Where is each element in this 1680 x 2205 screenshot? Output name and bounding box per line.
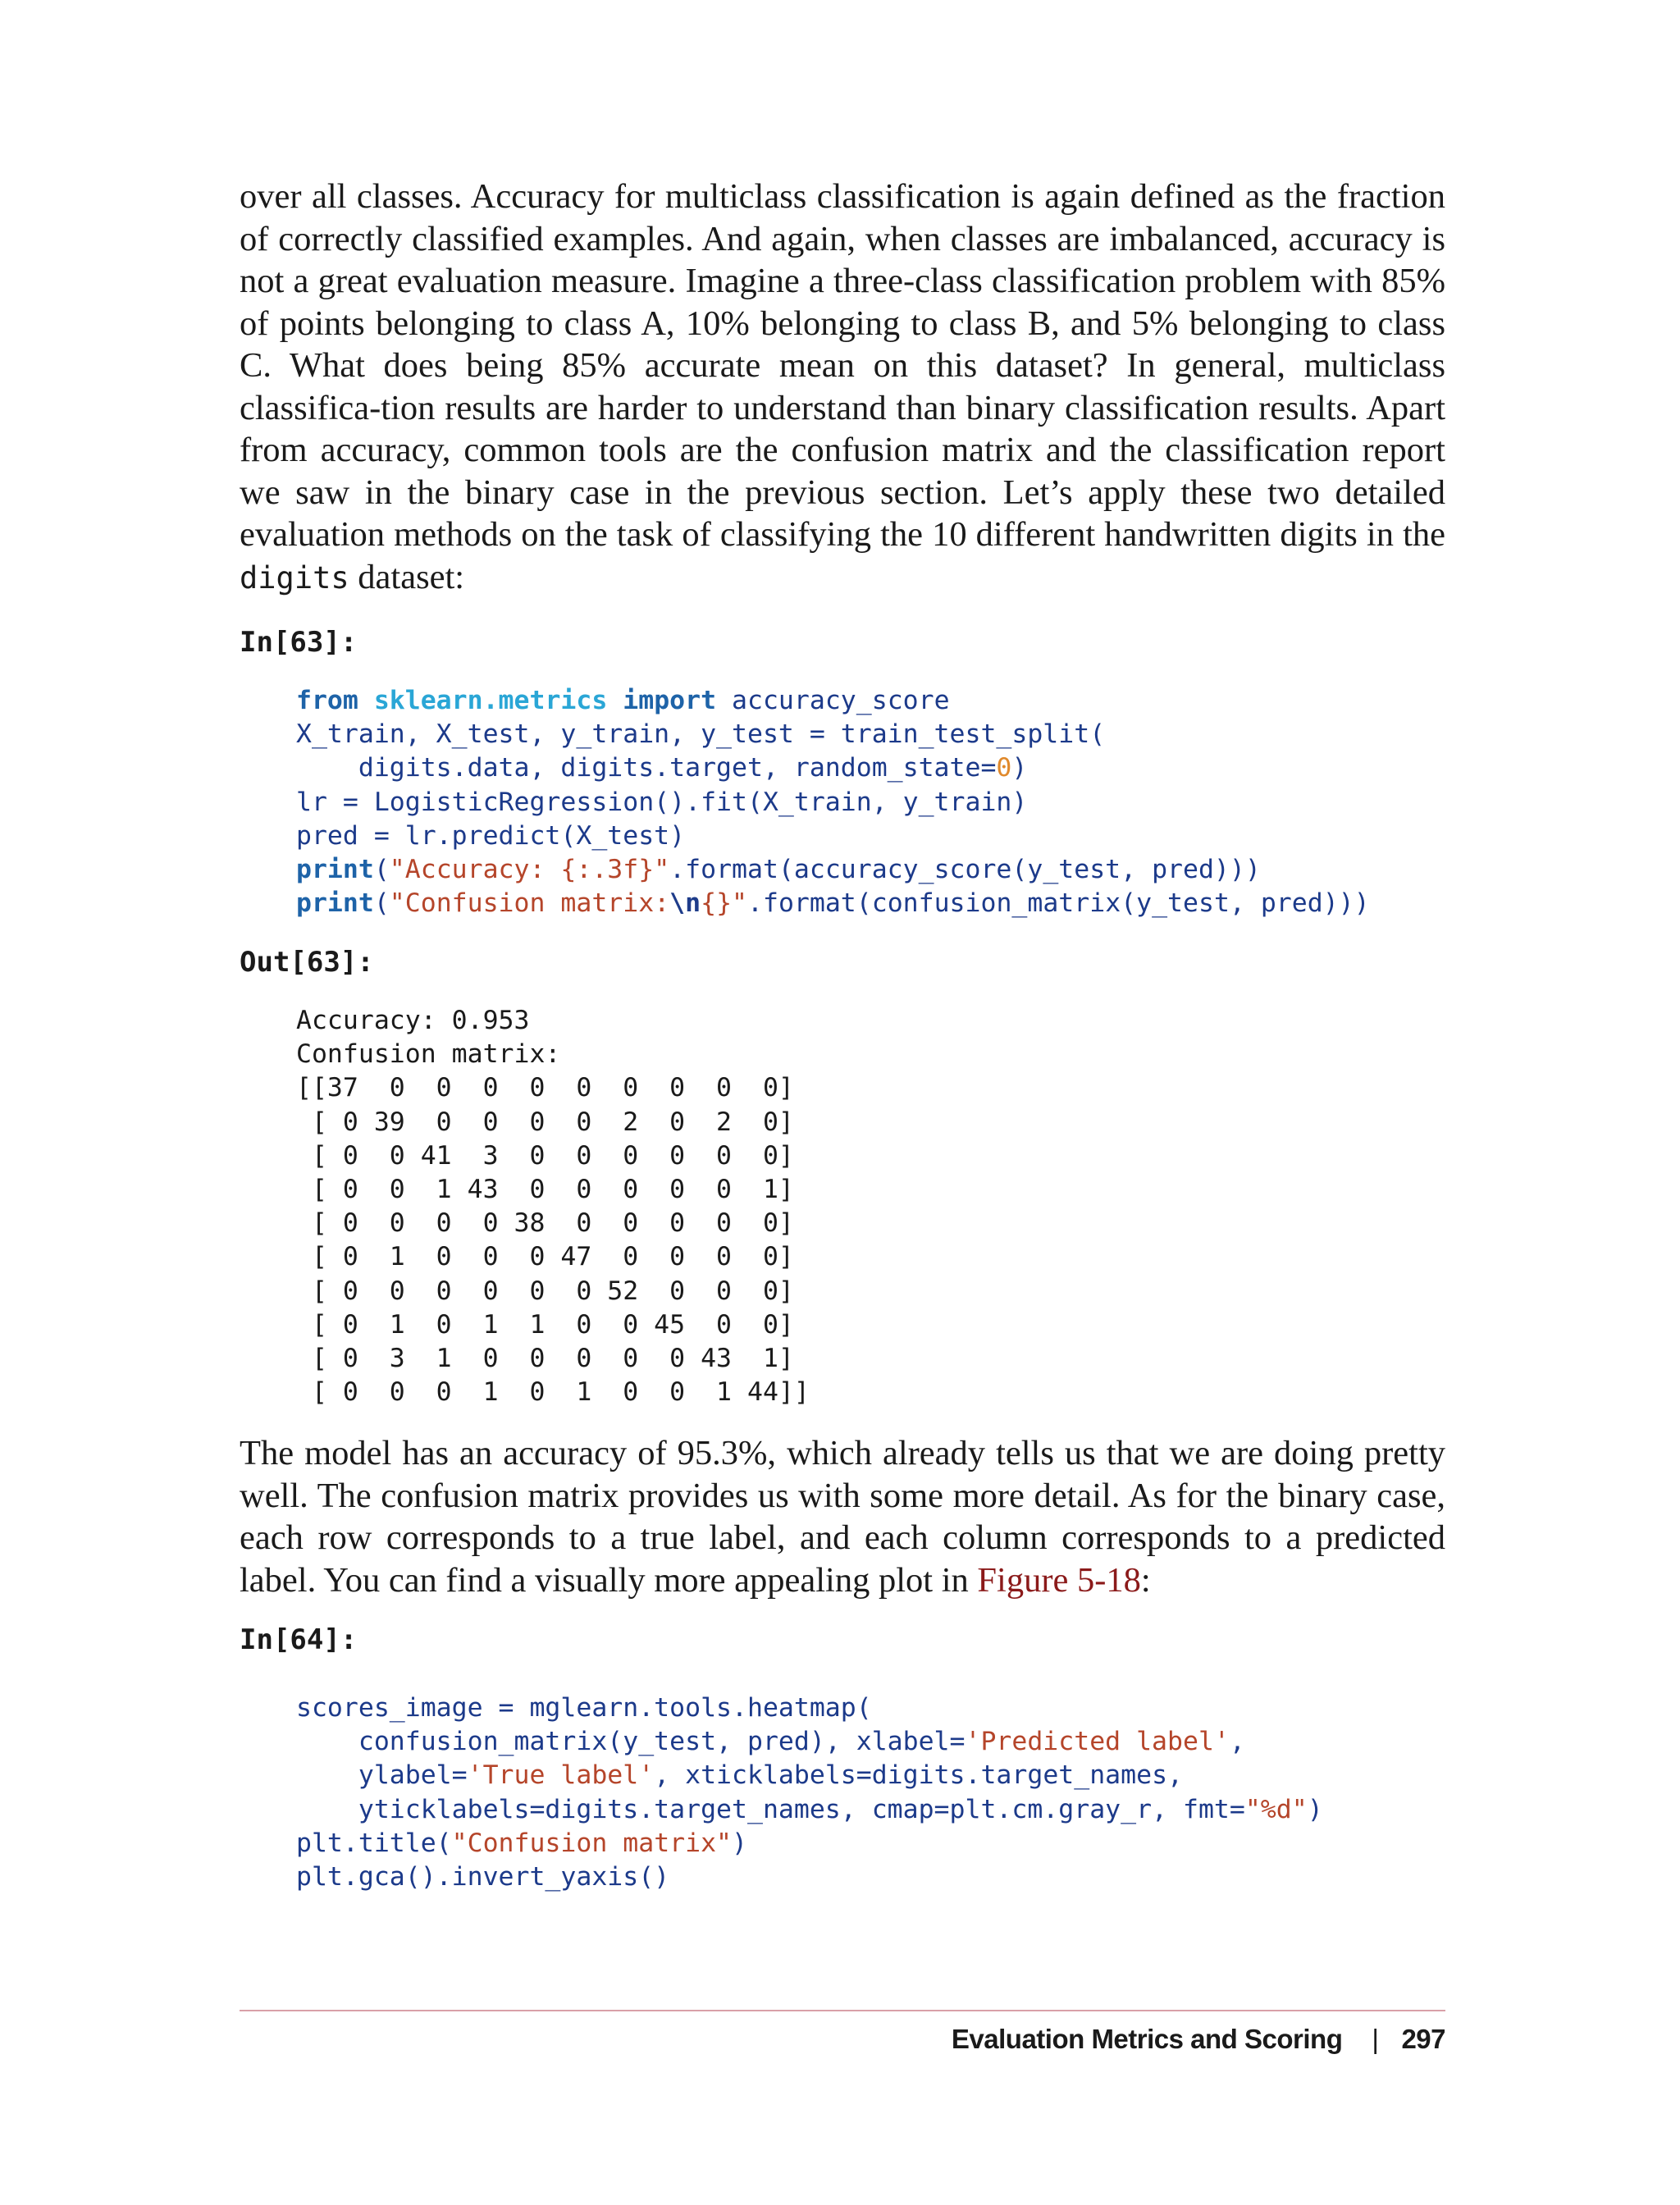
input-cell-label-64: In[64]:	[240, 1623, 358, 1656]
code-token: confusion_matrix(y_test, pred), xlabel=	[296, 1727, 966, 1757]
code-line	[296, 855, 1261, 884]
matrix-row: [ 0 3 1 0 0 0 0 0 43 1]	[296, 1344, 794, 1374]
matrix-row: [[37 0 0 0 0 0 0 0 0 0]	[296, 1073, 794, 1103]
paragraph-results	[240, 1432, 1445, 1601]
code-token: "%d"	[1244, 1794, 1308, 1824]
code-line	[296, 1727, 1245, 1756]
code-line	[296, 686, 950, 715]
code-line	[296, 888, 1370, 918]
code-line	[296, 788, 1027, 817]
code-token: "Confusion matrix:	[389, 888, 670, 919]
code-token: "Confusion matrix"	[451, 1828, 733, 1858]
matrix-title: Confusion matrix:	[296, 1039, 561, 1070]
code-token	[607, 686, 623, 715]
paragraph-text: over all classes. Accuracy for multiclass classification is again defined as the fraction of correctly classified examples. And again, when classes are imbalanced, accuracy is not a great evaluation measure. Imagine a three-class classification problem with 85% of points belonging to class A, 10% belonging to class B, and 5% belonging to class C. What does being 85% accurate mean on this dataset? In general, multiclass classifica-tion results are harder to understand than binary classification results. Apart from accuracy, common tools are the confusion matrix and the classification report we saw in the binary case in the previous section. Let’s apply these two detailed evaluation methods on the task of classifying the 10 different handwritten digits in the	[240, 177, 1445, 554]
code-line	[296, 1862, 669, 1892]
code-token: import	[623, 686, 717, 715]
code-token: .format(accuracy_score(y_test, pred)))	[669, 855, 1261, 885]
code-token: from	[296, 686, 358, 715]
footer-separator: |	[1372, 2024, 1379, 2054]
code-token: 0	[996, 753, 1012, 783]
code-token: pred = lr.predict(X_test)	[296, 820, 686, 851]
matrix-row: [ 0 0 0 1 0 1 0 0 1 44]]	[296, 1377, 810, 1408]
code-line	[296, 821, 685, 851]
code-line	[296, 1795, 1323, 1824]
code-token: accuracy_score	[716, 686, 950, 715]
code-token: \n	[669, 888, 701, 919]
code-token	[358, 686, 374, 715]
footer-divider	[240, 2010, 1445, 2011]
code-line	[296, 753, 1027, 783]
matrix-row: [ 0 0 0 0 0 0 52 0 0 0]	[296, 1276, 794, 1306]
code-token: , xticklabels=digits.target_names,	[654, 1760, 1183, 1791]
code-token: ylabel=	[296, 1760, 468, 1791]
paragraph-text: The model has an accuracy of 95.3%, which already tells us that we are doing pretty well. The confusion matrix provides us with some more detail. As for the binary case, each row corresponds to a true label, and each column corresponds to a predicted label. You can find a visually more appealing plot in	[240, 1434, 1445, 1600]
input-cell-label-63: In[63]:	[240, 626, 358, 659]
matrix-row: [ 0 39 0 0 0 0 2 0 2 0]	[296, 1107, 794, 1137]
code-token: .format(confusion_matrix(y_test, pred)))	[747, 888, 1370, 919]
page-number: 297	[1401, 2024, 1445, 2054]
code-block-in63	[296, 684, 1370, 920]
code-token: 'True label'	[467, 1760, 655, 1791]
code-line	[296, 1828, 747, 1858]
paragraph-intro	[240, 176, 1445, 599]
code-token: scores_image = mglearn.tools.heatmap(	[296, 1693, 872, 1723]
code-token: ,	[1229, 1727, 1245, 1757]
code-line	[296, 719, 1105, 749]
code-token: {}"	[701, 888, 748, 919]
code-block-in64	[296, 1691, 1323, 1894]
matrix-row: [ 0 1 0 0 0 47 0 0 0 0]	[296, 1242, 794, 1272]
code-token: print	[296, 888, 374, 919]
code-token: X_train, X_test, y_train, y_test = train_test_split(	[296, 719, 1106, 750]
output-block-out63	[296, 1004, 810, 1409]
inline-code-digits: digits	[240, 559, 349, 596]
code-token: (	[373, 855, 390, 885]
matrix-row: [ 0 1 0 1 1 0 0 45 0 0]	[296, 1309, 794, 1340]
code-line	[296, 1693, 872, 1723]
paragraph-text-end: dataset:	[349, 557, 465, 596]
code-token: )	[1011, 753, 1028, 783]
code-token: (	[373, 888, 390, 919]
code-token: )	[1307, 1794, 1323, 1824]
code-token: plt.title(	[296, 1828, 452, 1858]
code-token: lr = LogisticRegression().fit(X_train, y_train)	[296, 787, 1028, 817]
code-token: yticklabels=digits.target_names, cmap=plt.cm.gray_r, fmt=	[296, 1794, 1245, 1824]
code-line	[296, 1760, 1183, 1790]
code-token: )	[732, 1828, 747, 1858]
matrix-row: [ 0 0 41 3 0 0 0 0 0 0]	[296, 1140, 794, 1171]
figure-link[interactable]: Figure 5-18	[977, 1560, 1141, 1600]
code-token: 'Predicted label'	[965, 1727, 1230, 1757]
paragraph-text-end: :	[1140, 1560, 1151, 1600]
code-token: digits.data, digits.target, random_state=	[296, 753, 997, 783]
output-cell-label-63: Out[63]:	[240, 946, 374, 979]
code-token: "Accuracy: {:.3f}"	[389, 855, 670, 885]
code-token: sklearn.metrics	[373, 686, 608, 715]
accuracy-line: Accuracy: 0.953	[296, 1006, 530, 1035]
page-footer	[952, 2021, 1445, 2057]
code-token: print	[296, 855, 374, 885]
matrix-row: [ 0 0 0 0 38 0 0 0 0 0]	[296, 1208, 794, 1239]
footer-section-title: Evaluation Metrics and Scoring	[951, 2024, 1343, 2054]
matrix-row: [ 0 0 1 43 0 0 0 0 0 1]	[296, 1175, 794, 1205]
code-token: plt.gca().invert_yaxis()	[296, 1862, 670, 1892]
